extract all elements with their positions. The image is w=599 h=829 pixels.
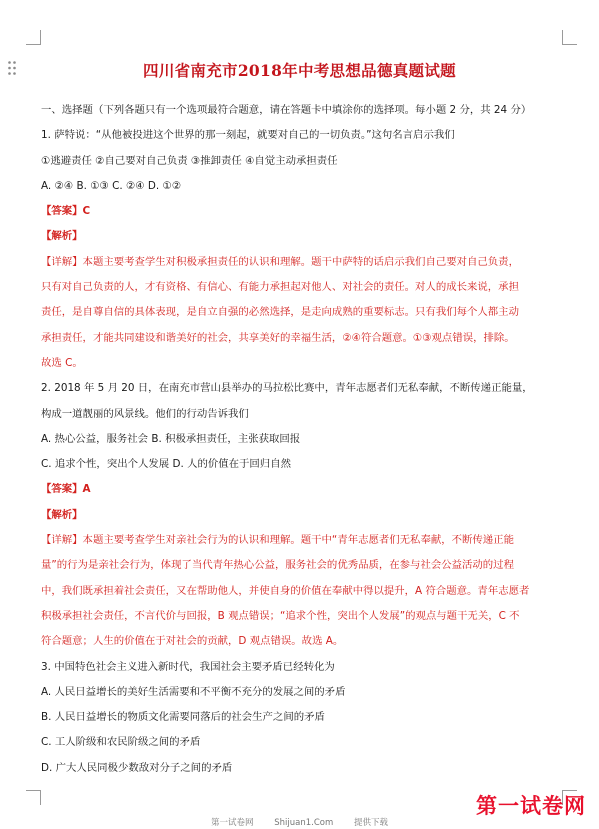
text-line: 3. 中国特色社会主义进入新时代，我国社会主要矛盾已经转化为 bbox=[41, 660, 335, 673]
document-body bbox=[41, 98, 561, 781]
text-line: B. 人民日益增长的物质文化需要同落后的社会生产之间的矛盾 bbox=[41, 711, 325, 724]
text-line: C. 工人阶级和农民阶级之间的矛盾 bbox=[41, 736, 201, 749]
text-line: C. 追求个性，突出个人发展 D. 人的价值在于回归自然 bbox=[41, 458, 291, 471]
explanation-line: 责任，是自尊自信的具体表现，是自立自强的必然选择，是走向成熟的重要标志。只有我们每个人都主动 bbox=[41, 306, 519, 319]
answer-tag: 【解析】 bbox=[41, 230, 83, 243]
watermark-logo: 第一试卷网 bbox=[476, 794, 586, 818]
answer-tag: 【答案】C bbox=[41, 205, 91, 218]
text-line: A. 热心公益，服务社会 B. 积极承担责任，主张获取回报 bbox=[41, 432, 301, 445]
explanation-line: 符合题意；人生的价值在于对社会的贡献，D 观点错误。故选 A。 bbox=[41, 635, 344, 648]
explanation-line: 故选 C。 bbox=[41, 356, 83, 369]
crop-mark-top-left bbox=[26, 30, 41, 45]
text-line: A. ②④ B. ①③ C. ②④ D. ①② bbox=[41, 179, 182, 192]
explanation-line: 【详解】本题主要考查学生对积极承担责任的认识和理解。题干中萨特的话启示我们自己要对自己负责， bbox=[41, 255, 519, 268]
explanation-line: 量”的行为是亲社会行为，体现了当代青年热心公益，服务社会的优秀品质，在参与社会公益活动的过程 bbox=[41, 559, 514, 572]
crop-mark-bottom-left bbox=[26, 790, 41, 805]
explanation-line: 中，我们既承担着社会责任，又在帮助他人，并使自身的价值在奉献中得以提升，A 符合题意。青年志愿者 bbox=[41, 584, 530, 597]
text-line: D. 广大人民同极少数敌对分子之间的矛盾 bbox=[41, 761, 233, 774]
footer-download-note: 提供下载 bbox=[353, 818, 388, 828]
text-line: 1. 萨特说：“从他被投进这个世界的那一刻起，就要对自己的一切负责。”这句名言启示我们 bbox=[41, 129, 455, 142]
answer-tag: 【解析】 bbox=[41, 508, 83, 521]
document-title: 四川省南充市2018年中考思想品德真题试题 bbox=[143, 61, 456, 80]
explanation-line: 承担责任，才能共同建设和谐美好的社会，共享美好的幸福生活，②④符合题意。①③观点错误，排除。 bbox=[41, 331, 515, 344]
explanation-line: 【详解】本题主要考查学生对亲社会行为的认识和理解。题干中“青年志愿者们无私奉献，不断传递正能 bbox=[41, 534, 514, 547]
text-line: 构成一道靓丽的风景线。他们的行动告诉我们 bbox=[41, 407, 249, 420]
crop-mark-top-right bbox=[562, 30, 577, 45]
text-line: 一、选择题（下列各题只有一个选项最符合题意，请在答题卡中填涂你的选择项。每小题 2 分，共 24 分） bbox=[41, 104, 532, 116]
answer-tag: 【答案】A bbox=[41, 483, 91, 496]
text-line: A. 人民日益增长的美好生活需要和不平衡不充分的发展之间的矛盾 bbox=[41, 685, 346, 698]
footer-site-url: Shijuan1.Com bbox=[274, 818, 334, 828]
text-line: ①逃避责任 ②自己要对自己负责 ③推卸责任 ④自觉主动承担责任 bbox=[41, 154, 338, 167]
explanation-line: 积极承担社会责任，不言代价与回报，B 观点错误；“追求个性，突出个人发展”的观点与题干无关，C 不 bbox=[41, 609, 520, 622]
text-line: 2. 2018 年 5 月 20 日，在南充市营山县举办的马拉松比赛中，青年志愿者们无私奉献，不断传递正能量， bbox=[41, 382, 533, 395]
explanation-line: 只有对自己负责的人，才有资格、有信心、有能力承担起对他人、对社会的责任。对人的成长来说，承担 bbox=[41, 281, 519, 294]
footer-site-name: 第一试卷网 bbox=[211, 818, 254, 828]
